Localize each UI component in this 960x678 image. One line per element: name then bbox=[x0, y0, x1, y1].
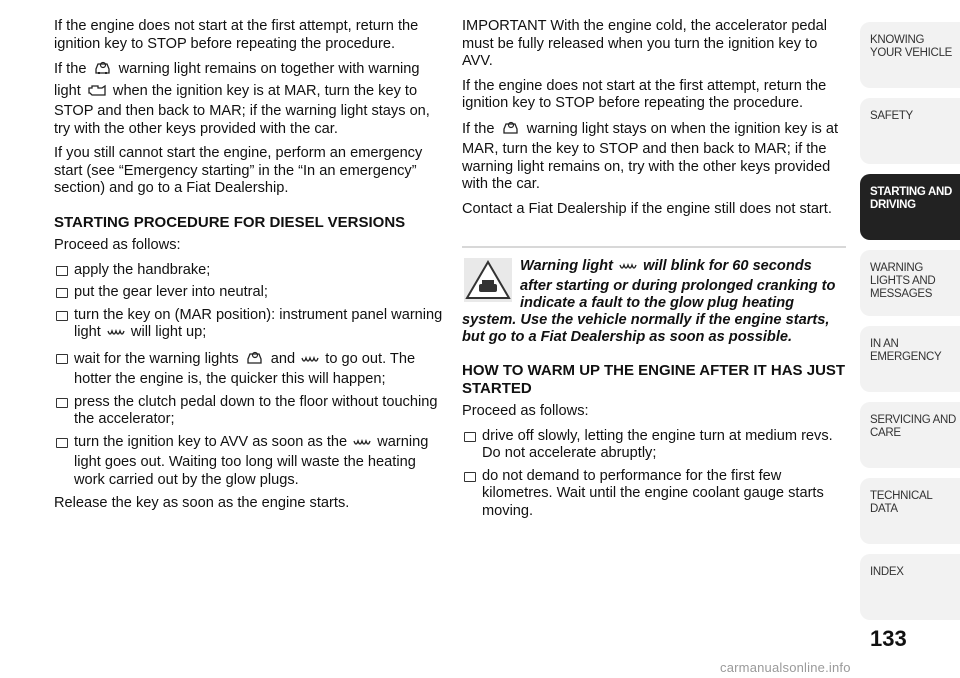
tab-servicing-and-care[interactable]: SERVICING AND CARE bbox=[860, 402, 960, 468]
list-item bbox=[462, 468, 846, 521]
tab-starting-and-driving[interactable]: STARTING AND DRIVING bbox=[860, 174, 960, 240]
section-heading: HOW TO WARM UP THE ENGINE AFTER IT HAS JUST STARTED bbox=[462, 362, 846, 397]
paragraph: If you still cannot start the engine, perform an emergency start (see “Emergency starting” in the “In an emergency” section) and go to a Fiat Dealership. bbox=[54, 145, 423, 196]
list-item bbox=[462, 428, 846, 463]
paragraph bbox=[462, 120, 846, 194]
watermark: carmanualsonline.info bbox=[720, 660, 851, 675]
paragraph: Proceed as follows: bbox=[54, 237, 181, 253]
bullet-box-icon bbox=[56, 266, 68, 276]
chapter-sidebar bbox=[860, 0, 960, 678]
bullet-box-icon bbox=[56, 398, 68, 408]
text: and bbox=[270, 350, 296, 367]
tab-in-an-emergency[interactable]: IN AN EMERGENCY bbox=[860, 326, 960, 392]
warning-note bbox=[462, 246, 846, 346]
tab-warning-lights[interactable]: WARNING LIGHTS AND MESSAGES bbox=[860, 250, 960, 316]
car-key-icon bbox=[245, 350, 265, 372]
right-column bbox=[462, 18, 846, 526]
bullet-box-icon bbox=[464, 472, 476, 482]
text: to go out. The hotter the engine is, the quicker this will happen; bbox=[74, 350, 416, 387]
tab-technical-data[interactable]: TECHNICAL DATA bbox=[860, 478, 960, 544]
text: If the bbox=[54, 61, 87, 77]
text: apply the handbrake; bbox=[74, 261, 211, 278]
paragraph: Proceed as follows: bbox=[462, 403, 589, 419]
paragraph: If the engine does not start at the first attempt, return the ignition key to STOP before repeating the procedure. bbox=[54, 18, 419, 52]
text: turn the ignition key to AVV as soon as the bbox=[74, 433, 348, 450]
step-list bbox=[462, 428, 846, 521]
tab-index[interactable]: INDEX bbox=[860, 554, 960, 620]
car-key-icon bbox=[501, 120, 521, 142]
list-item bbox=[54, 434, 446, 490]
text: If the bbox=[462, 120, 495, 137]
paragraph: IMPORTANT With the engine cold, the accelerator pedal must be fully released when you turn the ignition key to AVV. bbox=[462, 18, 828, 69]
bullet-box-icon bbox=[464, 432, 476, 442]
text: Warning light bbox=[520, 258, 613, 274]
warning-text bbox=[462, 258, 846, 346]
glow-plug-icon bbox=[301, 354, 319, 372]
text: turn the key on (MAR position): instrument panel warning light bbox=[74, 306, 443, 340]
text: do not demand to performance for the first few kilometres. Wait until the engine coolant gauge starts moving. bbox=[482, 467, 824, 519]
list-item bbox=[54, 350, 446, 389]
list-item bbox=[54, 394, 446, 429]
bullet-box-icon bbox=[56, 288, 68, 298]
step-list bbox=[54, 262, 446, 490]
text: warning light remains on together with warning light bbox=[54, 61, 420, 99]
text: will light up; bbox=[130, 324, 207, 340]
glow-plug-icon bbox=[619, 261, 637, 278]
tab-safety[interactable]: SAFETY bbox=[860, 98, 960, 164]
bullet-box-icon bbox=[56, 438, 68, 448]
list-item bbox=[54, 284, 446, 302]
text: warning light goes out. Waiting too long will waste the heating work carried out by the glow plugs. bbox=[74, 433, 429, 488]
tab-knowing-your-vehicle[interactable]: KNOWING YOUR VEHICLE bbox=[860, 22, 960, 88]
glow-plug-icon bbox=[107, 327, 125, 345]
paragraph: If the engine does not start at the first attempt, return the ignition key to STOP before repeating the procedure. bbox=[462, 77, 827, 111]
bullet-box-icon bbox=[56, 311, 68, 321]
bullet-box-icon bbox=[56, 354, 68, 364]
paragraph bbox=[54, 60, 446, 138]
text: when the ignition key is at MAR, turn the key to STOP and then back to MAR; if the warning light stays on, try with the other keys provided with the car. bbox=[54, 82, 430, 137]
glow-plug-icon bbox=[353, 437, 371, 455]
text: will blink for 60 seconds after starting or during prolonged cranking to indicate a fault to the glow plug heating system. Use the vehicle normally if the engine starts, but go to a Fiat Dealership as soon as possible. bbox=[462, 258, 836, 345]
warning-triangle-icon bbox=[464, 258, 512, 302]
section-heading: STARTING PROCEDURE FOR DIESEL VERSIONS bbox=[54, 213, 406, 231]
engine-icon bbox=[87, 82, 107, 104]
text: put the gear lever into neutral; bbox=[74, 284, 268, 300]
text: drive off slowly, letting the engine turn at medium revs. Do not accelerate abruptly; bbox=[482, 427, 833, 461]
paragraph: Release the key as soon as the engine starts. bbox=[54, 495, 350, 511]
page-number: 133 bbox=[870, 626, 907, 651]
list-item bbox=[54, 262, 446, 280]
paragraph: Contact a Fiat Dealership if the engine still does not start. bbox=[462, 200, 832, 217]
list-item bbox=[54, 307, 446, 345]
car-key-icon bbox=[93, 60, 113, 82]
text: press the clutch pedal down to the floor without touching the accelerator; bbox=[74, 393, 438, 427]
text: warning light stays on when the ignition key is at MAR, turn the key to STOP and then back to MAR; if the warning light remains on, try with the other keys provided with the car. bbox=[462, 120, 839, 192]
text: wait for the warning lights bbox=[74, 350, 239, 367]
left-column bbox=[54, 18, 446, 520]
